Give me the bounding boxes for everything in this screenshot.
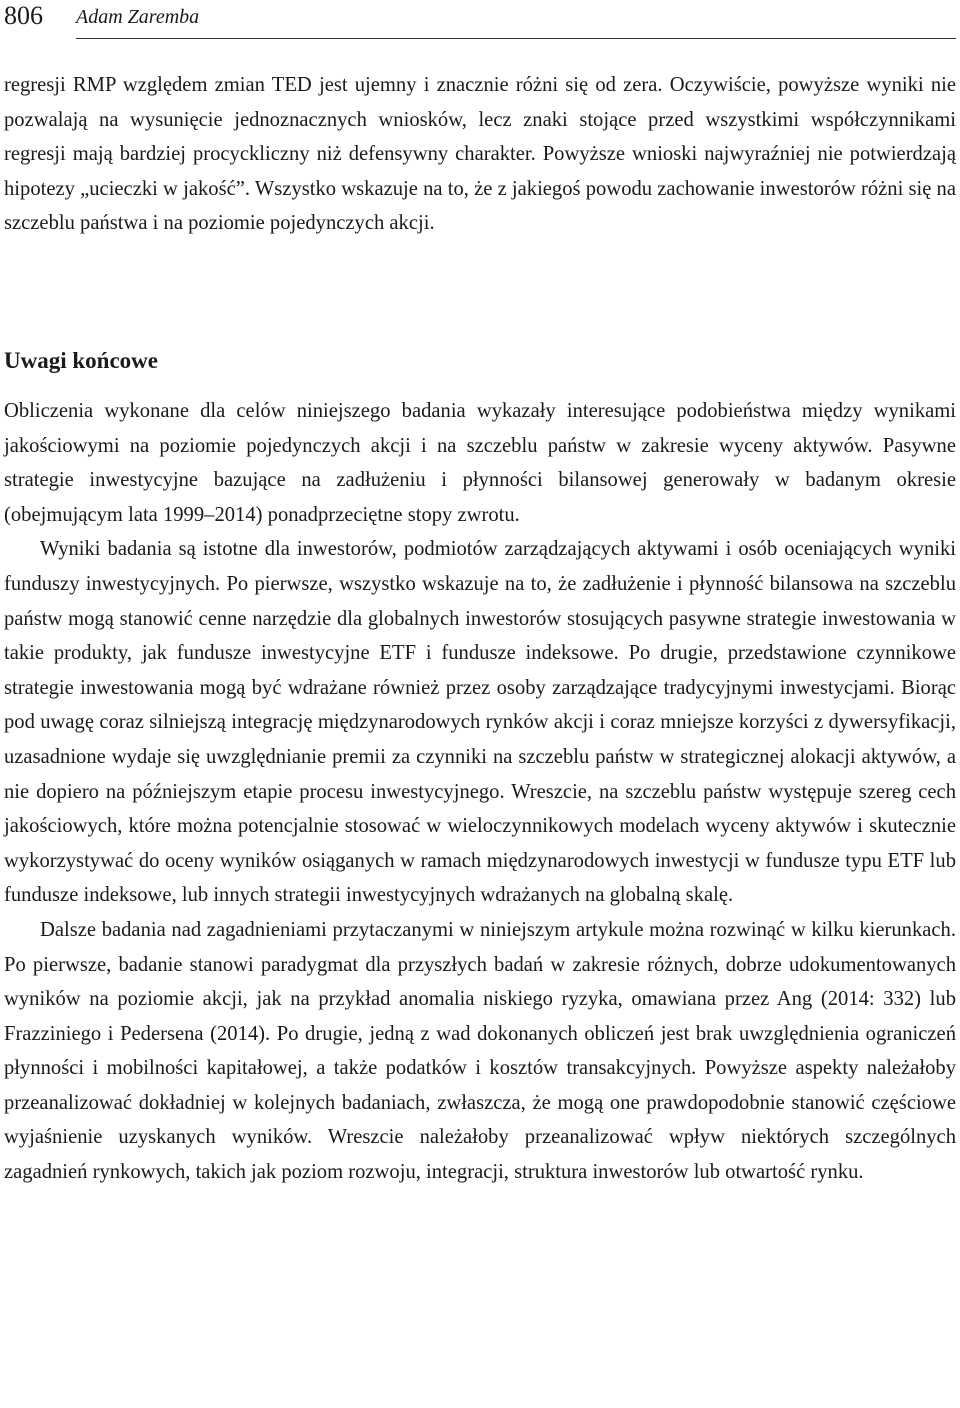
- header-rule: [76, 38, 956, 39]
- paragraph-1: Obliczenia wykonane dla celów niniejszego badania wykazały interesujące podobieństwa między wynikami jakościowymi na poziomie pojedynczych akcji i na szczeblu państw w zakresie wyceny aktywów. Pasywne strategie inwestycyjne bazujące na zadłużeniu i płynności bilansowej generowały w badanym okresie (obejmującym lata 1999–2014) ponadprzeciętne stopy zwrotu.: [4, 400, 956, 526]
- paragraph-2: Wyniki badania są istotne dla inwestorów, podmiotów zarządzających aktywami i osób oceniających wyniki funduszy inwestycyjnych. Po pierwsze, wszystko wskazuje na to, że zadłużenie i płynność bilansowa na szczeblu państw mogą stanowić cenne narzędzie dla globalnych inwestorów stosujących pasywne strategie inwestowania w takie produkty, jak fundusze inwestycyjne ETF i fundusze indeksowe. Po drugie, przedstawione czynnikowe strategie inwestowania mogą być wdrażane również przez osoby zarządzające tradycyjnymi inwestycjami. Biorąc pod uwagę coraz silniejszą integrację międzynarodowych rynków akcji i coraz mniejsze korzyści z dywersyfikacji, uzasadnione wydaje się uwzględnianie premii za czynniki na szczeblu państw w strategicznej alokacji aktywów, a nie dopiero na późniejszym etapie procesu inwestycyjnego. Wreszcie, na szczeblu państw występuje szereg cech jakościowych, które można potencjalnie stosować w wieloczynnikowych modelach wyceny aktywów i skutecznie wykorzystywać do oceny wyników osiąganych w ramach międzynarodowych inwestycji w fundusze typu ETF lub fundusze indeksowe, lub innych strategii inwestycyjnych wdrażanych na globalną skalę.: [4, 538, 956, 907]
- document-page: [4, 0, 956, 1408]
- page-number: 806: [4, 1, 43, 30]
- running-header: [4, 0, 956, 40]
- section-heading: Uwagi końcowe: [4, 348, 158, 373]
- running-header-author: Adam Zaremba: [76, 6, 200, 28]
- paragraph-3: Dalsze badania nad zagadnieniami przytaczanymi w niniejszym artykule można rozwinąć w kilku kierunkach. Po pierwsze, badanie stanowi paradygmat dla przyszłych badań w zakresie różnych, dobrze udokumentowanych wyników na poziomie akcji, jak na przykład anomalia niskiego ryzyka, omawiana przez Ang (2014: 332) lub Frazziniego i Pedersena (2014). Po drugie, jedną z wad dokonanych obliczeń jest brak uwzględnienia ograniczeń płynności i mobilności kapitałowej, a także podatków i kosztów transakcyjnych. Powyższe aspekty należałoby przeanalizować dokładniej w kolejnych badaniach, zwłaszcza, że mogą one prawdopodobnie stanowić częściowe wyjaśnienie uzyskanych wyników. Wreszcie należałoby przeanalizować wpływ niektórych szczególnych zagadnień rynkowych, takich jak poziom rozwoju, integracji, struktura inwestorów lub otwartość rynku.: [4, 918, 956, 1184]
- section-body: [4, 394, 956, 1190]
- continued-text: [4, 68, 956, 241]
- paragraph-continued: regresji RMP względem zmian TED jest ujemny i znacznie różni się od zera. Oczywiście, powyższe wyniki nie pozwalają na wysunięcie jednoznacznych wniosków, lecz znaki stojące przed wszystkimi współczynnikami regresji mają bardziej procyckliczny niż defensywny charakter. Powyższe wnioski najwyraźniej nie potwierdzają hipotezy „ucieczki w jakość”. Wszystko wskazuje na to, że z jakiegoś powodu zachowanie inwestorów różni się na szczeblu państwa i na poziomie pojedynczych akcji.: [4, 74, 956, 235]
